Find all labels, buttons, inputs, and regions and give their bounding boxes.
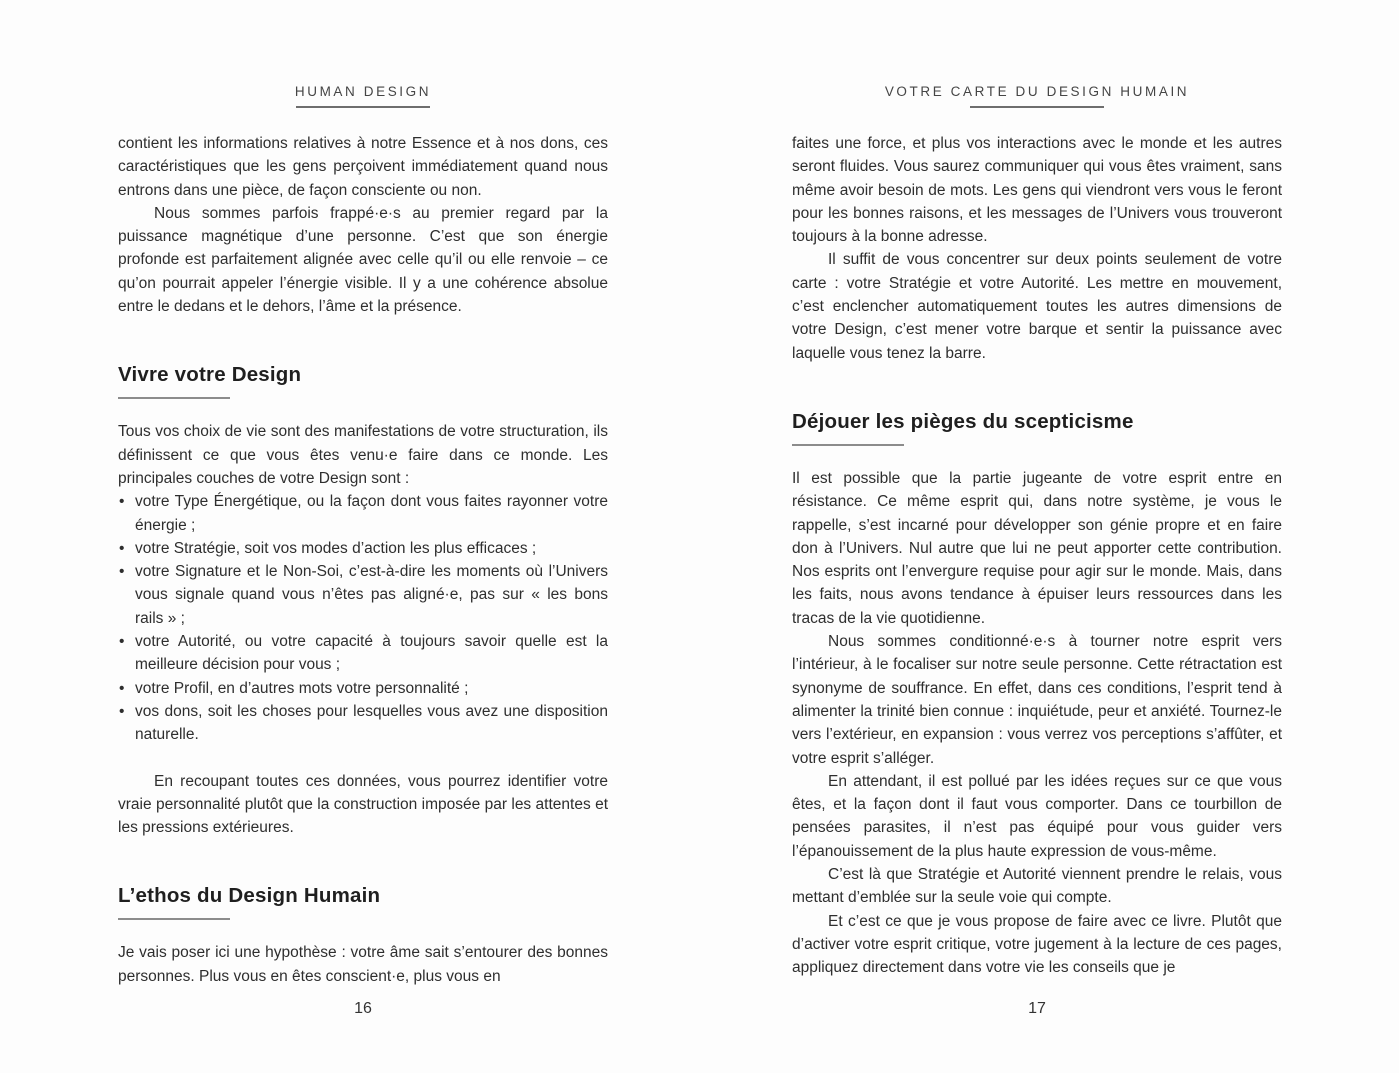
list-item-type: • votre Type Énergétique, ou la façon dont vous faites rayonner votre énergie ; xyxy=(118,490,608,537)
running-head-left xyxy=(118,84,608,108)
paragraph-recoupant: En recoupant toutes ces données, vous pourrez identifier votre vraie personnalité plutôt que la construction imposée par les attentes et les pressions extérieures. xyxy=(118,772,608,837)
paragraph-hypothese: Je vais poser ici une hypothèse : votre âme sait s’entourer des bonnes personnes. Plus vous en êtes conscient·e, plus vous en xyxy=(118,944,608,985)
paragraph-livre: Et c’est ce que je vous propose de faire avec ce livre. Plutôt que d’activer votre esprit critique, votre jugement à la lecture de ces pages, appliquez directement dans votre vie les conseils que je xyxy=(792,912,1282,977)
page-number-left: 16 xyxy=(354,1000,372,1017)
running-head-title: HUMAN DESIGN xyxy=(294,84,432,99)
paragraph-resistance: Il est possible que la partie jugeante de votre esprit entre en résistance. Ce même esprit qui, dans notre système, je vous le rappelle, s’est incarné pour développer son génie propre et en faire don à l’Univers. Nul autre que lui ne peut apporter cette contribution. Nos esprits ont l’envergure requise pour agir sur le monde. Mais, dans les faits, nous avons tendance à épuiser leurs ressources dans les tracas de la vie quotidienne. xyxy=(792,469,1282,627)
running-head-title: VOTRE CARTE DU DESIGN HUMAIN xyxy=(884,84,1190,99)
running-head-underline xyxy=(296,106,430,108)
page-left xyxy=(118,0,608,1073)
page-right xyxy=(792,0,1282,1073)
paragraph-magnetique: Nous sommes parfois frappé·e·s au premier regard par la puissance magnétique d’une personne. C’est que son énergie profonde est parfaitement alignée avec celle qu’il ou elle renvoie – ce qu’on pourrait appeler l’énergie visible. Il y a une cohérence absolue entre le dedans et le dehors, l’âme et la présence. xyxy=(118,204,608,316)
section-heading-vivre: Vivre votre Design xyxy=(118,362,608,399)
design-layers-list xyxy=(118,490,608,746)
list-item-profil: • votre Profil, en d’autres mots votre personnalité ; xyxy=(118,677,608,700)
page-body-left xyxy=(118,132,608,988)
paragraph-intro-couches: Tous vos choix de vie sont des manifestations de votre structuration, ils définissent ce que vous êtes venu·e faire dans ce monde. Les principales couches de votre Design sont : xyxy=(118,423,608,487)
running-head-right xyxy=(792,84,1282,108)
paragraph-attendant: En attendant, il est pollué par les idées reçues sur ce que vous êtes, et la façon dont il faut vous comporter. Dans ce tourbillon de pensées parasites, il n’est pas équipé pour vous guider vers l’épanouissement de la plus haute expression de vous-même. xyxy=(792,772,1282,860)
paragraph-conditionne: Nous sommes conditionné·e·s à tourner notre esprit vers l’intérieur, à le focaliser sur notre seule personne. Cette rétractation est synonyme de souffrance. En effet, dans ces conditions, l’esprit tend à alimenter la trinité bien connue : inquiétude, peur et anxiété. Tournez-le vers l’extérieur, en expansion : vous verrez vos perceptions s’affûter, et votre esprit s’alléger. xyxy=(792,633,1282,767)
paragraph-force: faites une force, et plus vos interactions avec le monde et les autres seront fluides. Vous saurez communiquer qui vous êtes vraiment, sans même avoir besoin de mots. Les gens qui viendront vers vous le feront pour les bonnes raisons, et les messages de l’Univers vous trouveront toujours à la bonne adresse. xyxy=(792,135,1282,246)
page-number-right: 17 xyxy=(1028,1000,1046,1017)
paragraph-concentrer: Il suffit de vous concentrer sur deux points seulement de votre carte : votre Stratégie et votre Autorité. Les mettre en mouvement, c’est enclencher automatiquement toutes les autres dimensions de votre Design, c’est mener votre barque et sentir la puissance avec laquelle vous tenez la barre. xyxy=(792,251,1282,362)
list-item-strategie: • votre Stratégie, soit vos modes d’action les plus efficaces ; xyxy=(118,537,608,560)
section-heading-ethos: L’ethos du Design Humain xyxy=(118,883,608,920)
list-item-dons: • vos dons, soit les choses pour lesquelles vous avez une disposition naturelle. xyxy=(118,700,608,747)
paragraph-relais: C’est là que Stratégie et Autorité viennent prendre le relais, vous mettant d’emblée sur la seule voie qui compte. xyxy=(792,866,1282,907)
list-item-signature: • votre Signature et le Non-Soi, c’est-à-dire les moments où l’Univers vous signale quand vous n’êtes pas aligné·e, pas sur « les bons rails » ; xyxy=(118,560,608,630)
page-body-right xyxy=(792,132,1282,980)
paragraph-opening: contient les informations relatives à notre Essence et à nos dons, ces caractéristiques que les gens perçoivent immédiatement quand nous entrons dans une pièce, de façon consciente ou non. xyxy=(118,135,608,199)
running-head-underline xyxy=(970,106,1104,108)
section-heading-dejouer: Déjouer les pièges du scepticisme xyxy=(792,409,1282,446)
list-item-autorite: • votre Autorité, ou votre capacité à toujours savoir quelle est la meilleure décision pour vous ; xyxy=(118,630,608,677)
